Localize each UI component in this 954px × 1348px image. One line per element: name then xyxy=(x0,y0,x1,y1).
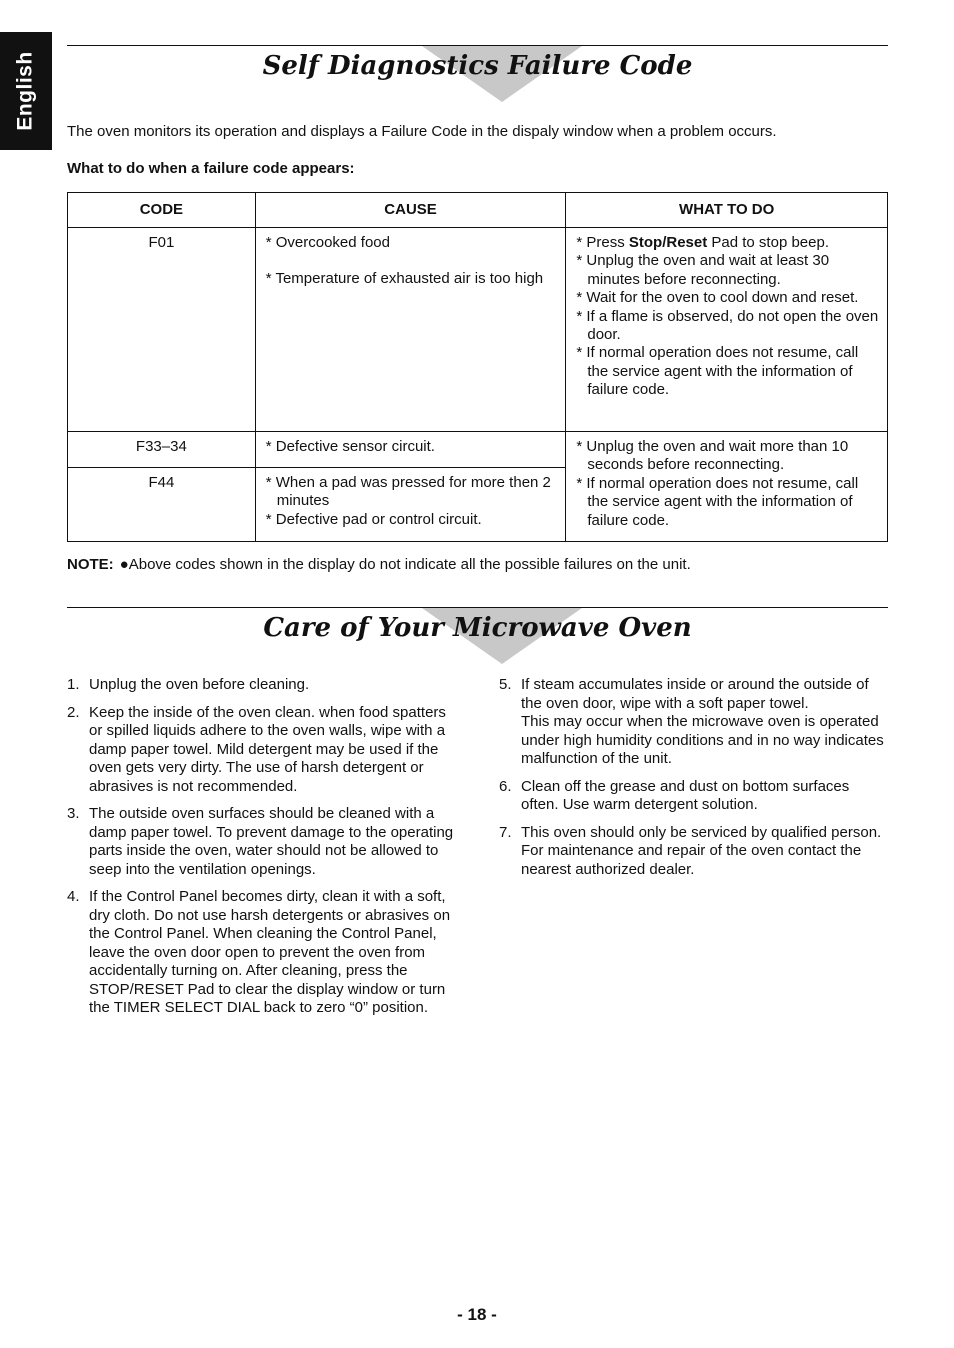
action-item: * Press Stop/Reset Pad to stop beep. xyxy=(576,234,829,251)
table-row xyxy=(68,432,888,468)
list-item: 2. Keep the inside of the oven clean. when food spatters or spilled liquids adhere to the oven walls, wipe with a damp paper towel. Mild detergent may be used if the oven gets very dirty. The use of harsh detergent or abrasives is not recommended. xyxy=(67,703,446,795)
diagnostics-subheading: What to do when a failure code appears: xyxy=(67,160,355,177)
page-number: - 18 - xyxy=(457,1305,497,1324)
cause-item: * Defective sensor circuit. xyxy=(265,438,435,455)
cause-item: * Defective pad or control circuit. xyxy=(265,510,482,528)
care-list-left xyxy=(67,676,457,1027)
action-cell xyxy=(566,228,888,432)
diagnostics-header xyxy=(67,45,888,115)
table-row xyxy=(68,228,888,432)
note-text: ●Above codes shown in the display do not indicate all the possible failures on the unit. xyxy=(119,556,691,573)
column-header-what-to-do: WHAT TO DO xyxy=(566,193,888,228)
action-item: * Wait for the oven to cool down and reset. xyxy=(576,289,859,307)
action-cell xyxy=(566,432,888,542)
action-item: * Unplug the oven and wait more than 10 seconds before reconnecting. xyxy=(576,438,849,474)
column-header-cause: CAUSE xyxy=(255,193,566,228)
cause-cell xyxy=(255,228,566,432)
list-item: 1. Unplug the oven before cleaning. xyxy=(67,676,310,693)
care-list-right xyxy=(499,676,889,888)
language-tab-label: English xyxy=(14,51,37,131)
code-cell: F33–34 xyxy=(68,432,256,468)
list-item: 5. If steam accumulates inside or around the outside of the oven door, wipe with a soft paper towel. This may occur when the microwave oven is operated under high humidity conditions and in no way indicates malfunction of the unit. xyxy=(499,676,884,767)
action-item: * If a flame is observed, do not open the oven door. xyxy=(576,307,879,344)
cause-item: * When a pad was pressed for more then 2 minutes xyxy=(265,474,551,510)
cause-item: * Temperature of exhausted air is too high xyxy=(265,270,544,288)
list-item: 4. If the Control Panel becomes dirty, clean it with a soft, dry cloth. Do not use harsh detergents or abrasives on the Control Panel. When cleaning the Control Panel, leave the oven door open to prevent the oven from accidentally turning on. After cleaning, press the STOP/RESET Pad to clear the display window or turn the TIMER SELECT DIAL back to zero “0” position. xyxy=(67,888,451,1016)
list-item: 6. Clean off the grease and dust on bottom surfaces often. Use warm detergent solution. xyxy=(499,777,850,813)
diagnostics-intro: The oven monitors its operation and displays a Failure Code in the dispaly window when a problem occurs. xyxy=(67,123,777,140)
table-header-row xyxy=(68,193,888,228)
care-header xyxy=(67,607,888,677)
note-label: NOTE: xyxy=(67,556,114,573)
column-header-code: CODE xyxy=(68,193,256,228)
language-tab xyxy=(0,32,52,150)
cause-cell xyxy=(255,468,566,542)
note xyxy=(67,556,691,574)
care-title: Care of Your Microwave Oven xyxy=(263,613,692,643)
cause-item: * Overcooked food xyxy=(265,234,390,251)
code-cell: F01 xyxy=(68,228,256,432)
failure-code-table xyxy=(67,192,888,542)
action-item: * Unplug the oven and wait at least 30 minutes before reconnecting. xyxy=(576,252,830,288)
cause-cell xyxy=(255,432,566,468)
list-item: 3. The outside oven surfaces should be cleaned with a damp paper towel. To prevent damage to the operating parts inside the oven, water should not be allowed to seep into the ventilation openings. xyxy=(67,805,454,878)
diagnostics-title: Self Diagnostics Failure Code xyxy=(262,51,693,81)
list-item: 7. This oven should only be serviced by qualified person. For maintenance and repair of the oven contact the nearest authorized dealer. xyxy=(499,823,882,878)
action-item: * If normal operation does not resume, call the service agent with the information of failure code. xyxy=(576,474,859,529)
action-item: * If normal operation does not resume, call the service agent with the information of failure code. xyxy=(576,344,859,399)
code-cell: F44 xyxy=(68,468,256,542)
